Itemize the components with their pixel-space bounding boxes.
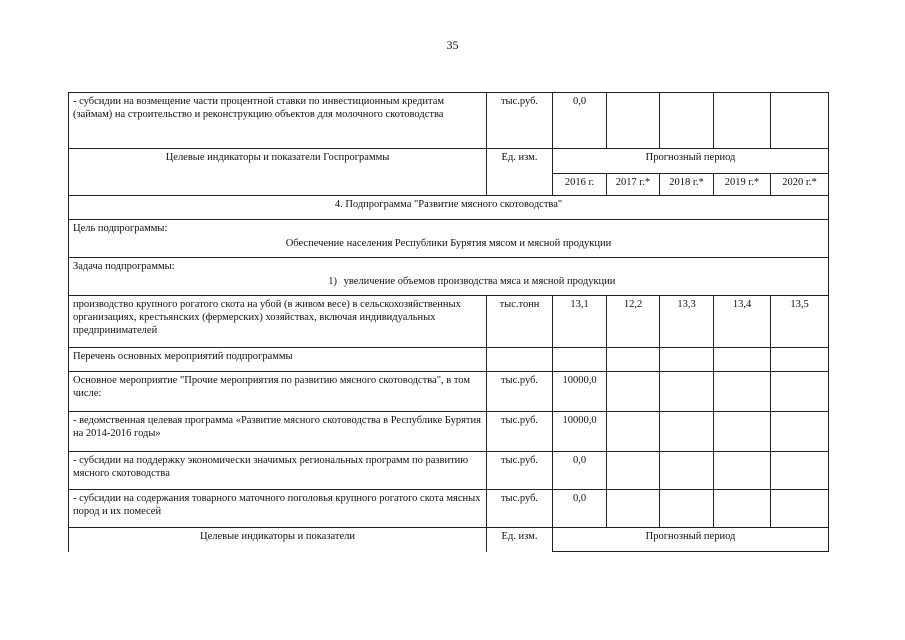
row-text: - субсидии на содержания товарного маточного поголовья крупного рогатого скота мясных пород и их помесей [69,490,487,528]
page-number: 35 [446,38,459,52]
unit-cell: тыс.тонн [487,296,553,348]
year-2020: 2020 г.* [771,174,829,196]
task-number: 1) [328,276,337,287]
header-row [69,528,829,552]
table-row [69,93,829,149]
empty-cell [660,490,714,528]
empty-cell [714,490,771,528]
empty-cell [660,372,714,412]
empty-cell [771,93,829,149]
task-label: Задача подпрограммы: [73,261,175,272]
unit-cell: тыс.руб. [487,93,553,149]
empty-cell [771,348,829,372]
empty-cell [487,348,553,372]
task-row [69,258,829,296]
table-row [69,296,829,348]
empty-cell [771,490,829,528]
unit-header: Ед. изм. [487,528,553,552]
value-2018: 13,3 [660,296,714,348]
table-row [69,490,829,528]
empty-cell [771,452,829,490]
empty-cell [553,348,607,372]
empty-cell [607,412,660,452]
task-text: увеличение объемов производства мяса и мясной продукции [343,276,616,287]
table-row [69,372,829,412]
value-2016: 0,0 [553,93,607,149]
empty-cell [660,412,714,452]
empty-cell [607,348,660,372]
year-2018: 2018 г.* [660,174,714,196]
indicators-header: Целевые индикаторы и показатели Госпрограммы [69,149,487,196]
row-text: - ведомственная целевая программа «Развитие мясного скотоводства в Республике Бурятия на 2014-2016 годы» [69,412,487,452]
empty-cell [714,372,771,412]
year-2017: 2017 г.* [607,174,660,196]
subprogram-row [69,196,829,220]
row-text: Перечень основных мероприятий подпрограммы [69,348,487,372]
table-row [69,348,829,372]
goal-text: Обеспечение населения Республики Бурятия мясом и мясной продукции [285,238,612,249]
year-2019: 2019 г.* [714,174,771,196]
goal-row [69,220,829,258]
empty-cell [607,452,660,490]
empty-cell [607,372,660,412]
row-text: - субсидии на поддержку экономически значимых региональных программ по развитию мясного скотоводства [69,452,487,490]
empty-cell [660,93,714,149]
goal-label: Цель подпрограммы: [73,223,168,234]
empty-cell [771,412,829,452]
value-2016: 10000,0 [553,412,607,452]
year-2016: 2016 г. [553,174,607,196]
indicators-table [68,92,829,552]
value-2016: 0,0 [553,452,607,490]
empty-cell [771,372,829,412]
unit-cell: тыс.руб. [487,490,553,528]
task-cell [69,258,829,296]
empty-cell [660,452,714,490]
goal-cell [69,220,829,258]
unit-header: Ед. изм. [487,149,553,196]
table-row [69,452,829,490]
task-line [73,275,824,288]
value-2019: 13,4 [714,296,771,348]
unit-cell: тыс.руб. [487,412,553,452]
indicators-header: Целевые индикаторы и показатели [69,528,487,552]
empty-cell [607,490,660,528]
header-row [69,149,829,174]
empty-cell [607,93,660,149]
row-text: производство крупного рогатого скота на убой (в живом весе) в сельскохозяйственных организациях, крестьянских (фермерских) хозяйствах, включая индивидуальных предпринимателей [69,296,487,348]
empty-cell [660,348,714,372]
value-2016: 10000,0 [553,372,607,412]
empty-cell [714,348,771,372]
value-2016: 0,0 [553,490,607,528]
value-2020: 13,5 [771,296,829,348]
empty-cell [714,412,771,452]
forecast-header: Прогнозный период [553,528,829,552]
value-2016: 13,1 [553,296,607,348]
table-row [69,412,829,452]
value-2017: 12,2 [607,296,660,348]
unit-cell: тыс.руб. [487,372,553,412]
forecast-header: Прогнозный период [553,149,829,174]
empty-cell [714,452,771,490]
subprogram-title: 4. Подпрограмма "Развитие мясного скотоводства" [69,196,829,220]
empty-cell [714,93,771,149]
row-text: - субсидии на возмещение части процентной ставки по инвестиционным кредитам (займам) на строительство и реконструкцию объектов для молочного скотоводства [69,93,487,149]
row-text: Основное мероприятие "Прочие мероприятия по развитию мясного скотоводства", в том числе: [69,372,487,412]
unit-cell: тыс.руб. [487,452,553,490]
